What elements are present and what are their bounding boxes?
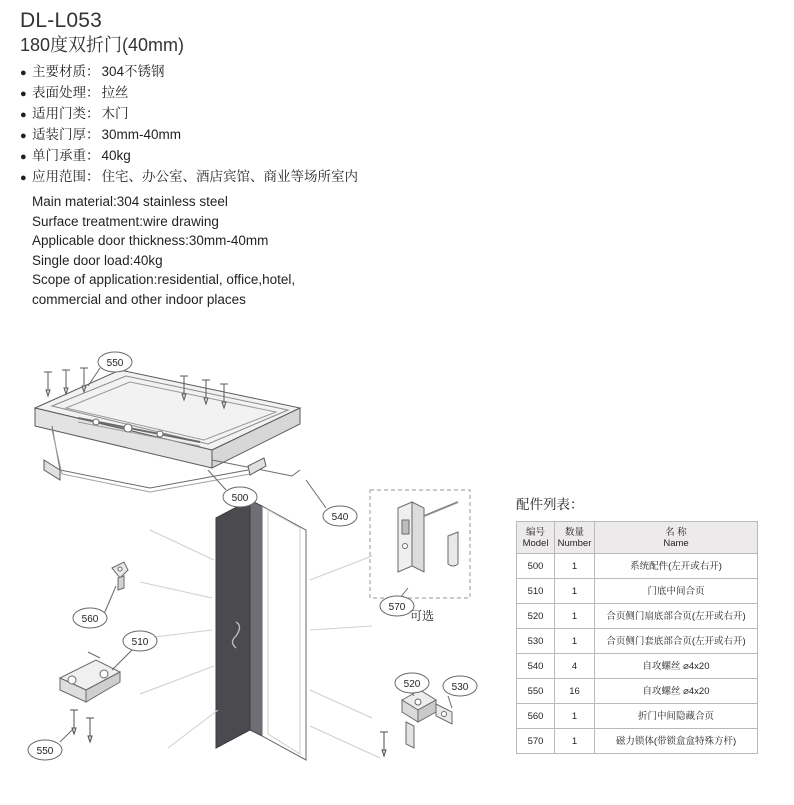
spec-label: 主要材质： [32,64,100,79]
cell-name: 自攻螺丝 ⌀4x20 [595,679,758,704]
optional-label: 可选 [410,609,435,623]
assembly-diagram [0,330,510,800]
parts-list-title: 配件列表： [516,497,584,512]
callout-530 [443,676,477,708]
svg-text:570: 570 [388,602,406,613]
callout-510 [112,631,157,670]
spec-value: 30mm-40mm [101,127,182,142]
cell-number: 16 [555,679,595,704]
svg-text:520: 520 [403,679,421,690]
svg-text:550: 550 [36,746,54,757]
cell-model: 500 [517,554,555,579]
cell-name: 自攻螺丝 ⌀4x20 [595,654,758,679]
spec-value: 40kg [101,148,131,163]
callout-570 [380,588,414,616]
cell-number: 1 [555,554,595,579]
spec-row [20,146,480,167]
callout-550-bottom [28,730,72,760]
spec-list-english [32,192,480,309]
svg-text:560: 560 [81,614,99,625]
spec-list [20,62,480,309]
spec-en-line: commercial and other indoor places [32,291,246,307]
table-row [517,554,758,579]
column-header-name [595,522,758,554]
table-header-row [517,522,758,554]
cell-number: 1 [555,704,595,729]
cell-model: 530 [517,629,555,654]
spec-label: 适装门厚： [32,127,100,142]
bottom-hinges-520-530 [380,690,452,756]
column-header-name-en: Name [663,537,689,549]
callout-540 [306,480,357,526]
column-header-model [517,522,555,554]
spec-en-line: Scope of application:residential, office,hotel, [32,272,296,287]
spec-value: 住宅、办公室、酒店宾馆、商业等场所室内 [101,169,358,184]
spec-en-line: Main material:304 stainless steel [32,194,228,209]
spec-row [20,125,480,146]
table-row [517,704,758,729]
column-header-model-cn: 编号 [525,526,545,538]
bullet-icon: ● [20,109,27,121]
cell-name: 系统配件(左开或右开) [595,554,758,579]
spec-row [20,62,480,83]
bullet-icon: ● [20,130,27,142]
bullet-icon: ● [20,172,27,184]
column-header-model-en: Model [522,537,549,549]
hidden-hinge-560 [112,562,128,590]
cell-name: 磁力锁体(带锁盒盒特殊方杆) [595,729,758,754]
svg-text:500: 500 [231,493,249,504]
bullet-icon: ● [20,151,27,163]
column-header-number-cn: 数量 [564,526,584,538]
table-row [517,604,758,629]
spec-row [20,167,480,188]
table-row [517,679,758,704]
spec-label: 单门承重： [32,148,100,163]
spec-label: 应用范围： [32,169,100,184]
spec-label: 表面处理： [32,85,100,100]
cell-name: 合页侧门套底部合页(左开或右开) [595,629,758,654]
cell-model: 510 [517,579,555,604]
svg-text:540: 540 [331,512,349,523]
table-row [517,729,758,754]
svg-text:510: 510 [131,637,149,648]
table-row [517,654,758,679]
cell-model: 560 [517,704,555,729]
cell-name: 合页侧门扇底部合页(左开或右开) [595,604,758,629]
bottom-middle-hinge-510 [60,652,120,742]
table-row [517,579,758,604]
spec-label: 适用门类： [32,106,100,121]
parts-list [516,496,774,754]
cell-name: 门底中间合页 [595,579,758,604]
spec-row [20,104,480,125]
top-track-assembly [35,370,300,492]
model-code: DL-L053 [20,9,102,32]
spec-en-line: Surface treatment:wire drawing [32,213,219,229]
cell-number: 4 [555,654,595,679]
spec-value: 304不锈钢 [101,64,165,79]
svg-text:550: 550 [106,358,124,369]
cell-model: 570 [517,729,555,754]
column-header-number [555,522,595,554]
cell-model: 550 [517,679,555,704]
cell-model: 540 [517,654,555,679]
optional-lock-box [370,490,470,598]
cell-number: 1 [555,629,595,654]
spec-value: 拉丝 [101,85,129,100]
spec-row [20,83,480,104]
spec-en-line: Applicable door thickness:30mm-40mm [32,233,269,248]
bullet-icon: ● [20,67,27,79]
door-leaf [216,500,306,760]
cell-number: 1 [555,604,595,629]
spec-en-line: Single door load:40kg [32,252,163,268]
spec-value: 木门 [101,106,129,121]
page-title: 180度双折门(40mm) [20,35,185,55]
callout-560 [73,586,116,628]
cell-model: 520 [517,604,555,629]
bullet-icon: ● [20,88,27,100]
column-header-name-cn: 名 称 [665,526,687,538]
cell-number: 1 [555,579,595,604]
column-header-number-en: Number [557,537,592,549]
svg-text:530: 530 [451,682,469,693]
parts-table [516,521,758,754]
cell-number: 1 [555,729,595,754]
cell-name: 折门中间隐藏合页 [595,704,758,729]
page-header [20,8,184,56]
table-row [517,629,758,654]
